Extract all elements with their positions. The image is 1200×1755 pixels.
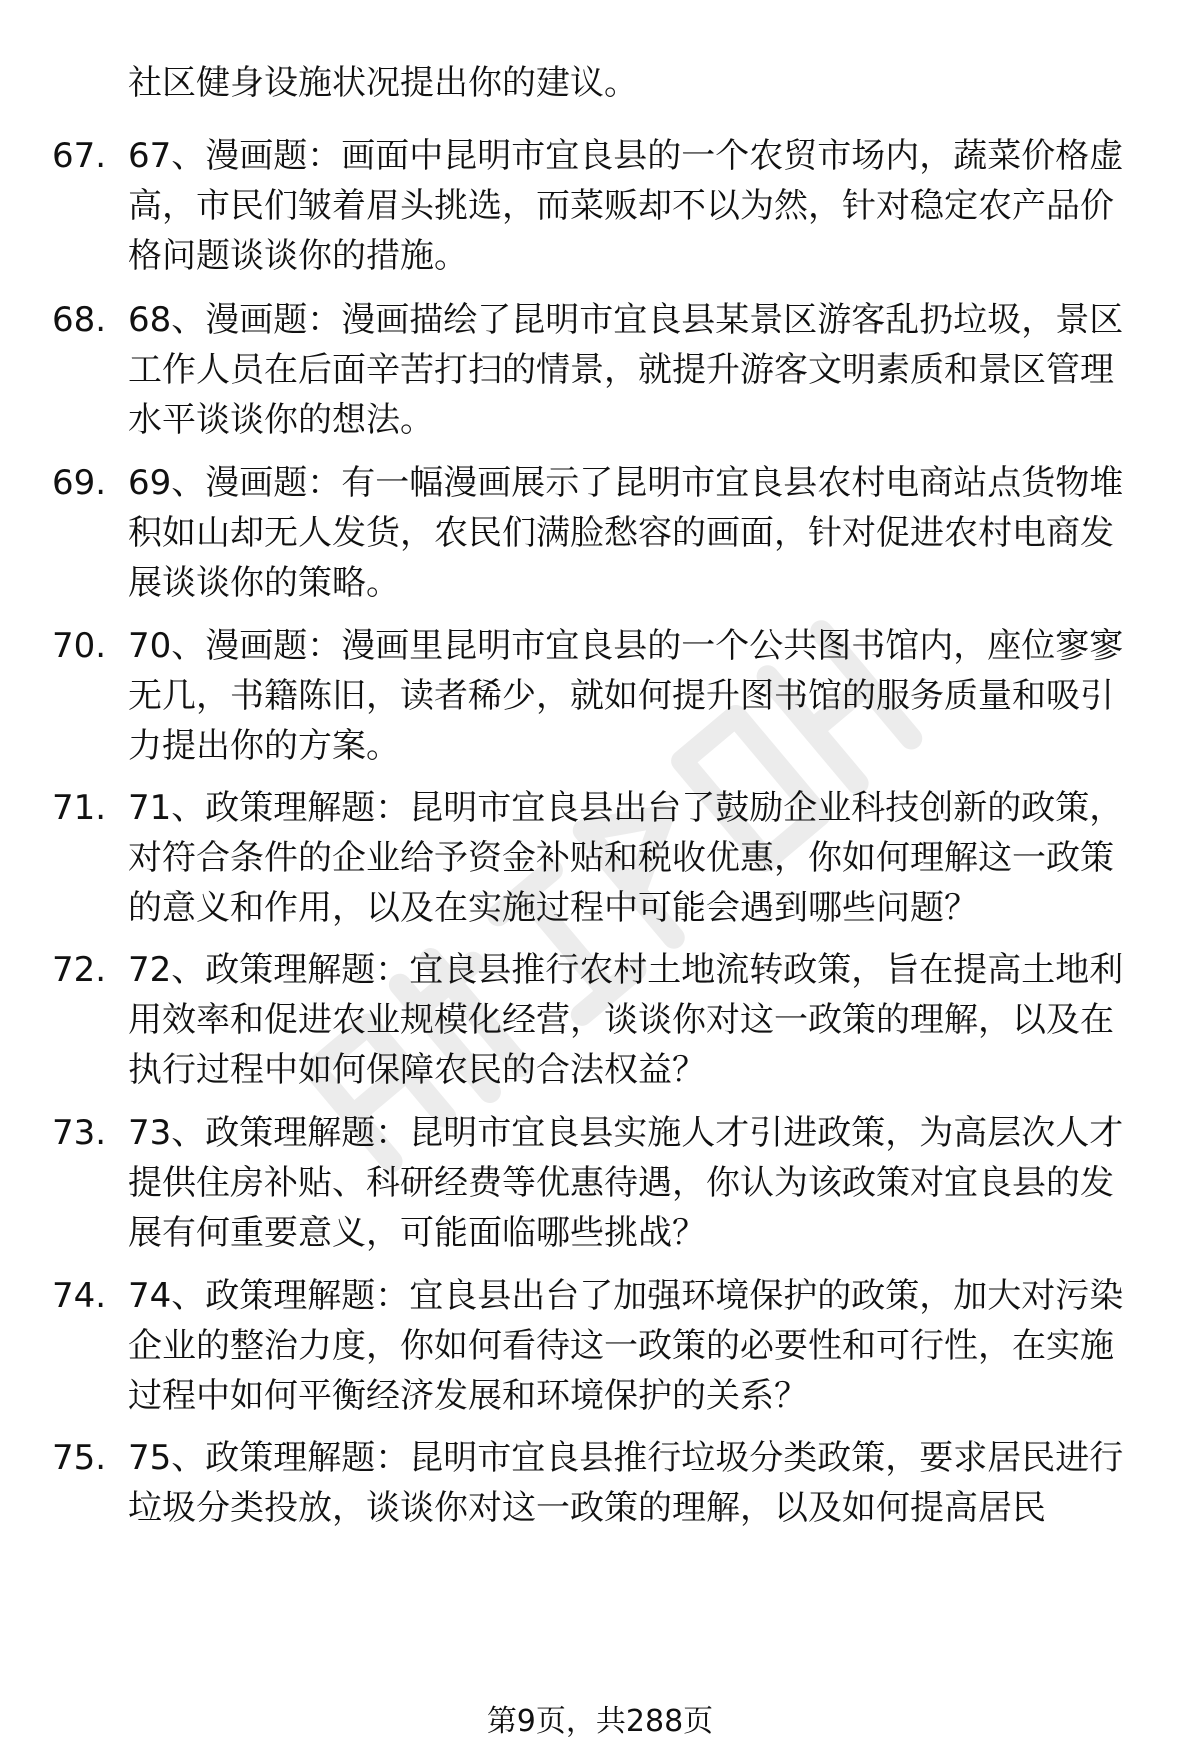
question-text: 71、政策理解题：昆明市宜良县出台了鼓励企业科技创新的政策，对符合条件的企业给予资金补贴和税收优惠，你如何理解这一政策的意义和作用，以及在实施过程中可能会遇到哪些问题？ [128, 788, 1124, 928]
question-text: 67、漫画题：画面中昆明市宜良县的一个农贸市场内，蔬菜价格虚高，市民们皱着眉头挑选，而菜贩却不以为然，针对稳定农产品价格问题谈谈你的措施。 [128, 136, 1124, 276]
question-number: 70. [52, 626, 107, 666]
question-number: 72. [52, 950, 107, 990]
question-number: 71. [52, 788, 107, 828]
question-number: 68. [52, 300, 107, 340]
continuation-text: 社区健身设施状况提出你的建议。 [128, 63, 638, 103]
question-text: 70、漫画题：漫画里昆明市宜良县的一个公共图书馆内，座位寥寥无几，书籍陈旧，读者稀少，就如何提升图书馆的服务质量和吸引力提出你的方案。 [128, 626, 1124, 766]
question-text: 68、漫画题：漫画描绘了昆明市宜良县某景区游客乱扔垃圾，景区工作人员在后面辛苦打扫的情景，就提升游客文明素质和景区管理水平谈谈你的想法。 [128, 300, 1124, 440]
question-item [52, 131, 1152, 281]
question-number: 75. [52, 1438, 107, 1478]
question-text: 75、政策理解题：昆明市宜良县推行垃圾分类政策，要求居民进行垃圾分类投放，谈谈你对这一政策的理解，以及如何提高居民 [128, 1438, 1124, 1528]
question-number: 74. [52, 1276, 107, 1316]
question-text: 69、漫画题：有一幅漫画展示了昆明市宜良县农村电商站点货物堆积如山却无人发货，农民们满脸愁容的画面，针对促进农村电商发展谈谈你的策略。 [128, 463, 1124, 603]
question-item [52, 945, 1152, 1095]
question-number: 67. [52, 136, 107, 176]
question-item [52, 295, 1152, 445]
question-item [52, 1271, 1152, 1421]
question-item [52, 1108, 1152, 1258]
question-item [52, 458, 1152, 608]
question-item [52, 1433, 1152, 1533]
question-item [52, 621, 1152, 771]
question-number: 69. [52, 463, 107, 503]
question-text: 74、政策理解题：宜良县出台了加强环境保护的政策，加大对污染企业的整治力度，你如何看待这一政策的必要性和可行性，在实施过程中如何平衡经济发展和环境保护的关系？ [128, 1276, 1124, 1416]
page-footer: 第9页，共288页 [486, 1704, 714, 1739]
question-text: 72、政策理解题：宜良县推行农村土地流转政策，旨在提高土地利用效率和促进农业规模化经营，谈谈你对这一政策的理解，以及在执行过程中如何保障农民的合法权益？ [128, 950, 1124, 1090]
question-number: 73. [52, 1113, 107, 1153]
question-item [52, 783, 1152, 933]
question-text: 73、政策理解题：昆明市宜良县实施人才引进政策，为高层次人才提供住房补贴、科研经费等优惠待遇，你认为该政策对宜良县的发展有何重要意义，可能面临哪些挑战？ [128, 1113, 1124, 1253]
